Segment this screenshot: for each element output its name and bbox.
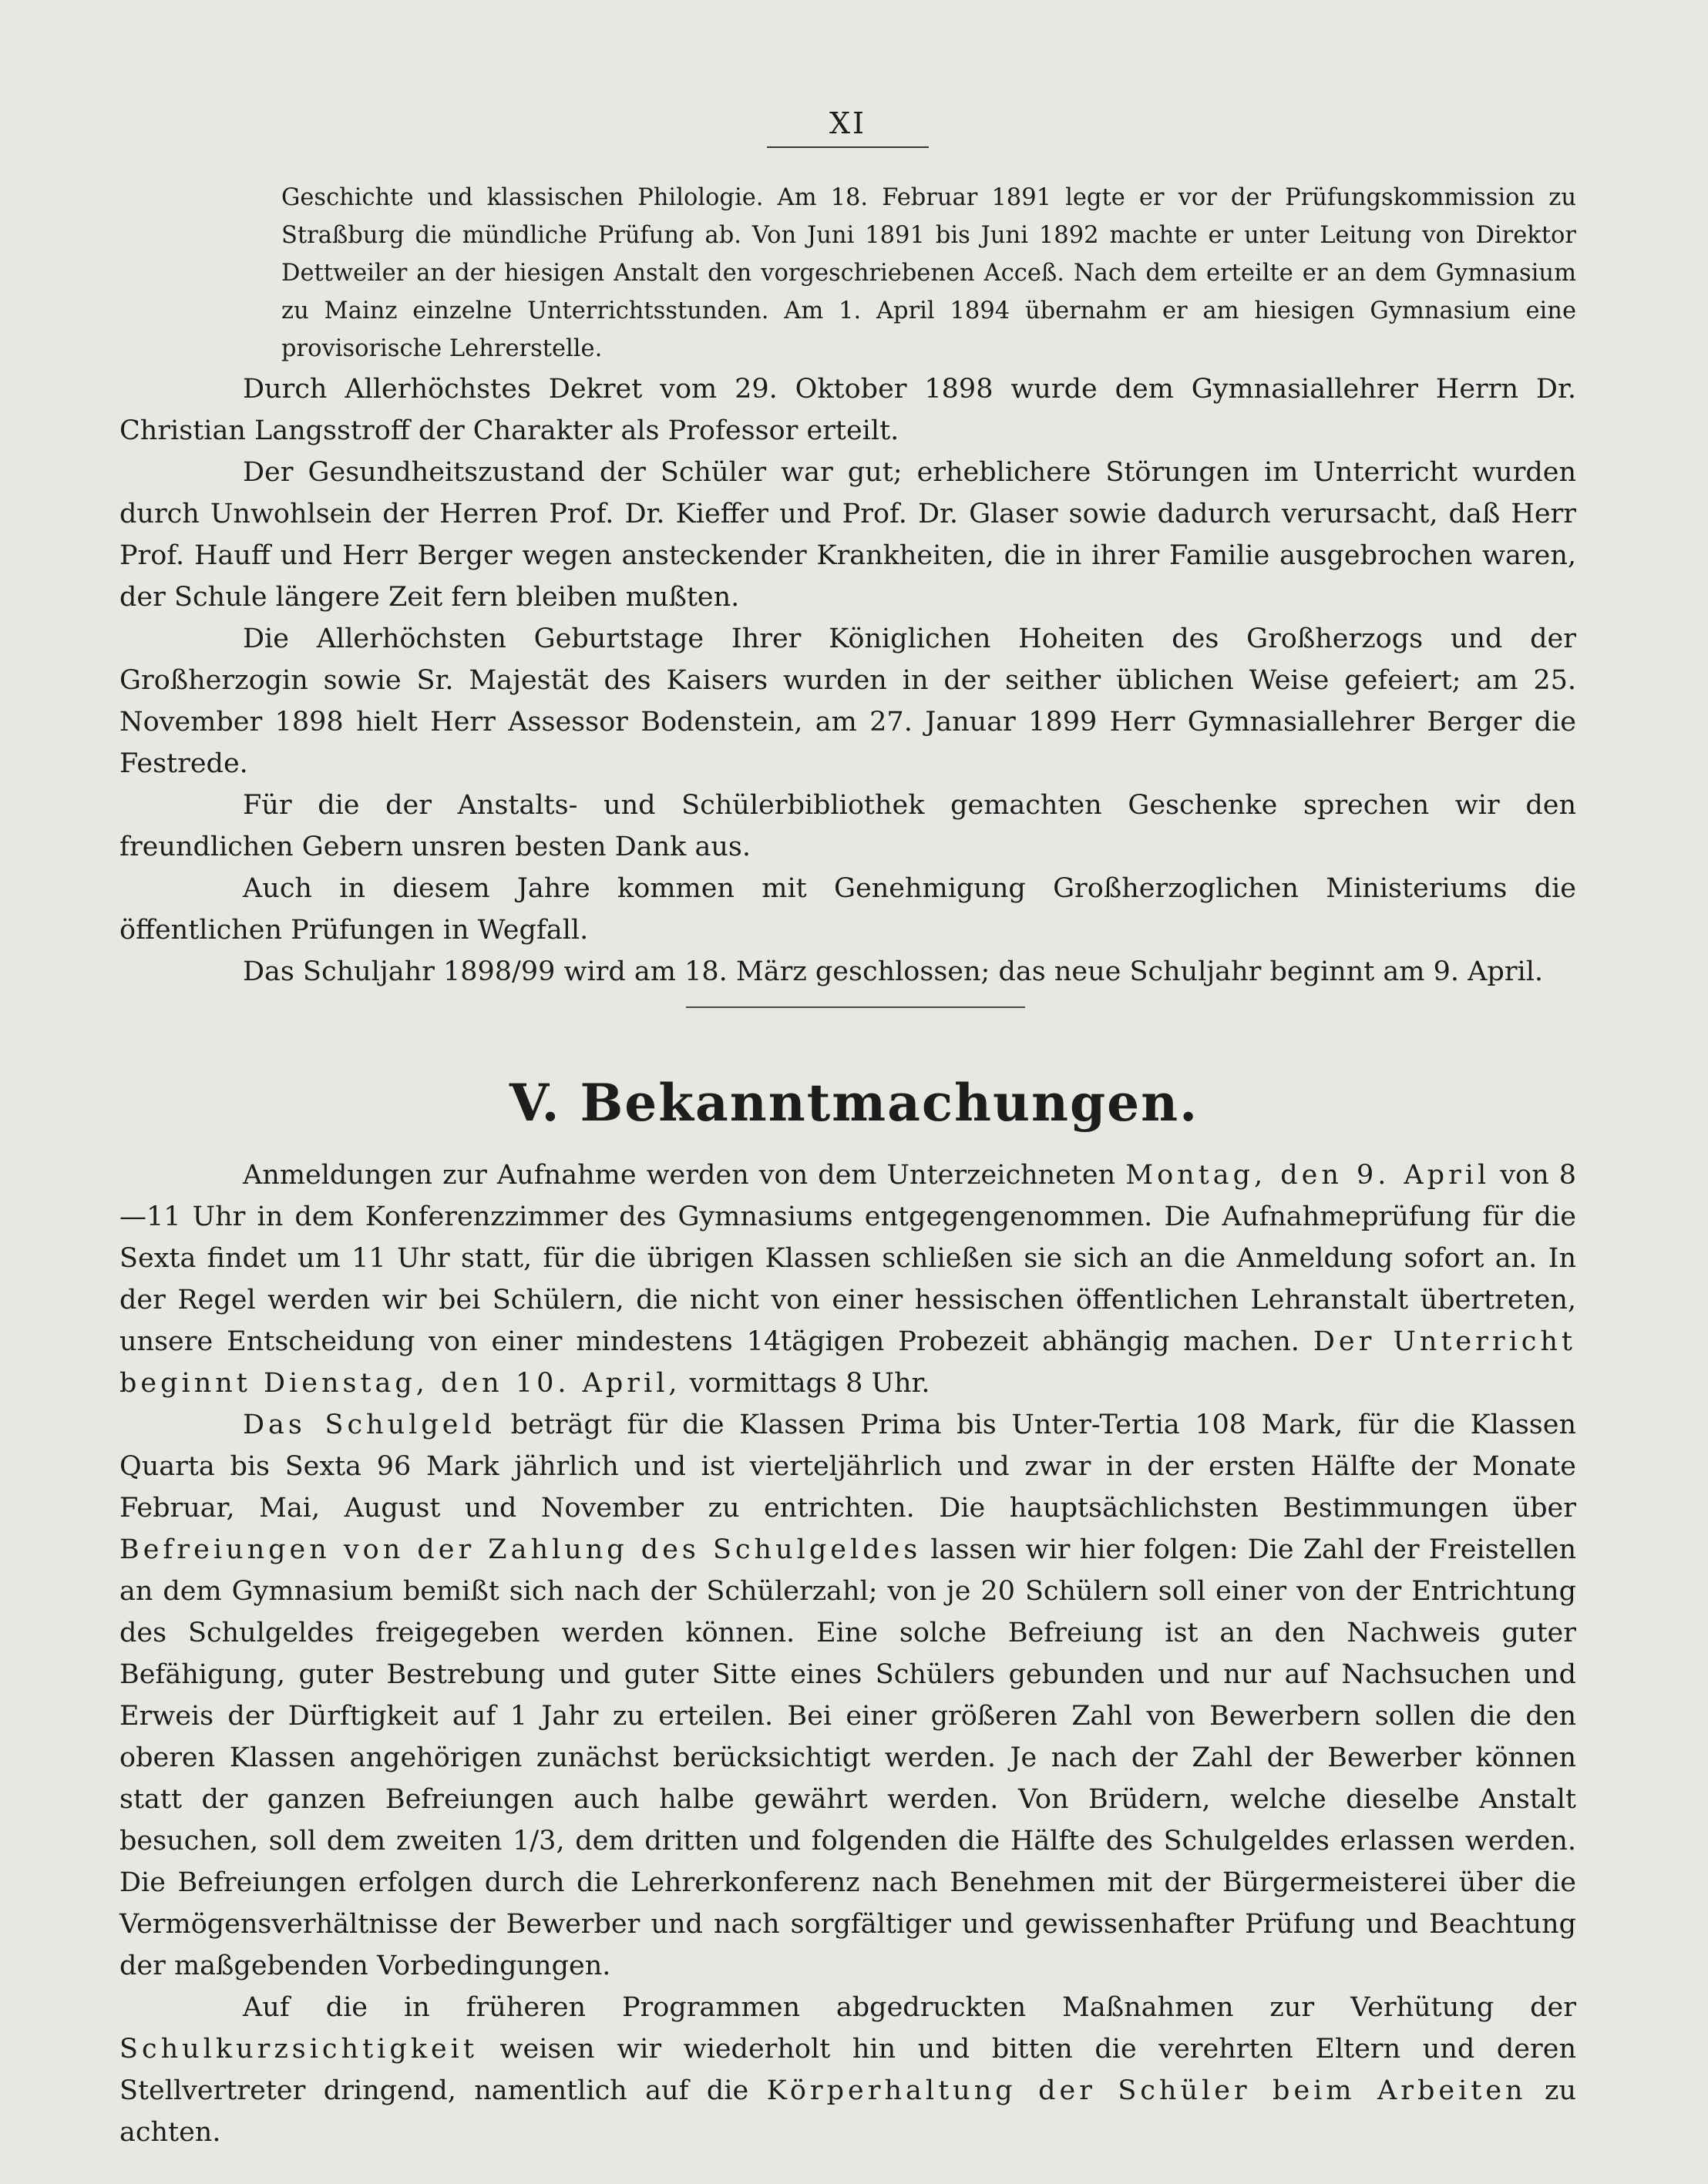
text-run: vormittags 8 Uhr. <box>681 1368 930 1399</box>
text-run: von 8—11 Uhr in dem Konferenzzimmer des Gymnasiums entgegengenommen. Die Aufnahmeprüfung für die Sexta findet um 11 Uhr statt, für die übrigen Klassen schließen sie sich an die Anmeldung sofort an. In der Regel werden wir bei Schülern, die nicht von einer hessischen öffentlichen Lehranstalt übertreten, unsere Entscheidung von einer mindestens 14tägigen Probezeit abhängig machen. <box>119 1160 1576 1357</box>
biography-continuation: Geschichte und klassischen Philologie. Am 18. Februar 1891 legte er vor der Prüfungskommission zu Straßburg die mündliche Prüfung ab. Von Juni 1891 bis Juni 1892 machte er unter Leitung von Direktor Dettweiler an der hiesigen Anstalt den vorgeschriebenen Acceß. Nach dem erteilte er an dem Gymnasium zu Mainz einzelne Unterrichtsstunden. Am 1. April 1894 übernahm er am hiesigen Gymnasium eine provisorische Lehrerstelle. <box>281 184 1576 362</box>
emphasis-myopia: Schulkurzsichtigkeit <box>119 2034 478 2065</box>
paragraph-library-gifts: Für die der Anstalts- und Schülerbibliothek gemachten Geschenke sprechen wir den freundlichen Gebern unsren besten Dank aus. <box>119 790 1576 862</box>
emphasis-registration-date: Montag, den 9. April <box>1125 1160 1491 1191</box>
paragraph-professor-title: Durch Allerhöchstes Dekret vom 29. Oktober 1898 wurde dem Gymnasiallehrer Herrn Dr. Christian Langsstroff der Charakter als Professor erteilt. <box>119 374 1576 446</box>
school-chronicle <box>119 368 1576 993</box>
text-run: beträgt für die Klassen Prima bis Unter-Tertia 108 Mark, für die Klassen Quarta bis Sexta 96 Mark jährlich und ist vierteljährlich und zwar in der ersten Hälfte der Monate Februar, Mai, August und November zu entrichten. Die hauptsächlichsten Bestimmungen über <box>119 1410 1577 1524</box>
page-number: XI <box>829 106 867 140</box>
announcements <box>119 1154 1576 2153</box>
paragraph-birthdays: Die Allerhöchsten Geburtstage Ihrer Königlichen Hoheiten des Großherzogs und der Großherzogin sowie Sr. Majestät des Kaisers wurden in der seither üblichen Weise gefeiert; am 25. November 1898 hielt Herr Assessor Bodenstein, am 27. Januar 1899 Herr Gymnasiallehrer Berger die Festrede. <box>119 623 1576 779</box>
text-run: weisen wir wiederholt hin und bitten die verehrten Eltern und deren Stellvertreter dringend, namentlich auf die <box>119 2034 1576 2106</box>
emphasis-posture: Körperhaltung der Schüler beim Arbeiten <box>766 2075 1527 2106</box>
text-run: Auf die in früheren Programmen abgedruckten Maßnahmen zur Verhütung der <box>243 1992 1576 2023</box>
paragraph-exams: Auch in diesem Jahre kommen mit Genehmigung Großherzoglichen Ministeriums die öffentlichen Prüfungen in Wegfall. <box>119 873 1576 946</box>
paragraph-myopia <box>119 1987 1576 2153</box>
emphasis-school-fees: Das Schulgeld <box>243 1410 496 1440</box>
section-divider <box>686 1006 1025 1008</box>
paragraph-school-year: Das Schuljahr 1898/99 wird am 18. März geschlossen; das neue Schuljahr beginnt am 9. April. <box>243 956 1544 987</box>
paragraph-school-fees <box>119 1404 1576 1987</box>
page-number-rule <box>767 146 929 148</box>
text-run: zu achten. <box>119 2075 1577 2148</box>
text-run: lassen wir hier folgen: Die Zahl der Freistellen an dem Gymnasium bemißt sich nach der Schülerzahl; von je 20 Schülern soll einer von der Entrichtung des Schulgeldes freigegeben werden können. Eine solche Befreiung ist an den Nachweis guter Befähigung, guter Bestrebung und guter Sitte eines Schülers gebunden und nur auf Nachsuchen und Erweis der Dürftigkeit auf 1 Jahr zu erteilen. Bei einer größeren Zahl von Bewerbern sollen die den oberen Klassen angehörigen zunächst berücksichtigt werden. Je nach der Zahl der Bewerber können statt der ganzen Befreiungen auch halbe gewährt werden. Von Brüdern, welche dieselbe Anstalt besuchen, soll dem zweiten 1/3, dem dritten und folgenden die Hälfte des Schulgeldes erlassen werden. Die Befreiungen erfolgen durch die Lehrerkonferenz nach Benehmen mit der Bürgermeisterei über die Vermögensverhältnisse der Bewerber und nach sorgfältiger und gewissenhafter Prüfung und Beachtung der maßgebenden Vorbedingungen. <box>119 1534 1576 1981</box>
paragraph-health: Der Gesundheitszustand der Schüler war gut; erheblichere Störungen im Unterricht wurden durch Unwohlsein der Herren Prof. Dr. Kieffer und Prof. Dr. Glaser sowie dadurch verursacht, daß Herr Prof. Hauff und Herr Berger wegen ansteckender Krankheiten, die in ihrer Familie ausgebrochen waren, der Schule längere Zeit fern bleiben mußten. <box>119 457 1576 613</box>
paragraph-registration <box>119 1154 1576 1404</box>
section-heading: V. Bekanntmachungen. <box>509 1073 1199 1133</box>
emphasis-lesson-start: Der Unterricht beginnt Dienstag, den 10. April, <box>119 1326 1577 1399</box>
text-run: Anmeldungen zur Aufnahme werden von dem Unterzeichneten <box>243 1160 1126 1191</box>
emphasis-fee-exemptions: Befreiungen von der Zahlung des Schulgeldes <box>119 1534 922 1565</box>
